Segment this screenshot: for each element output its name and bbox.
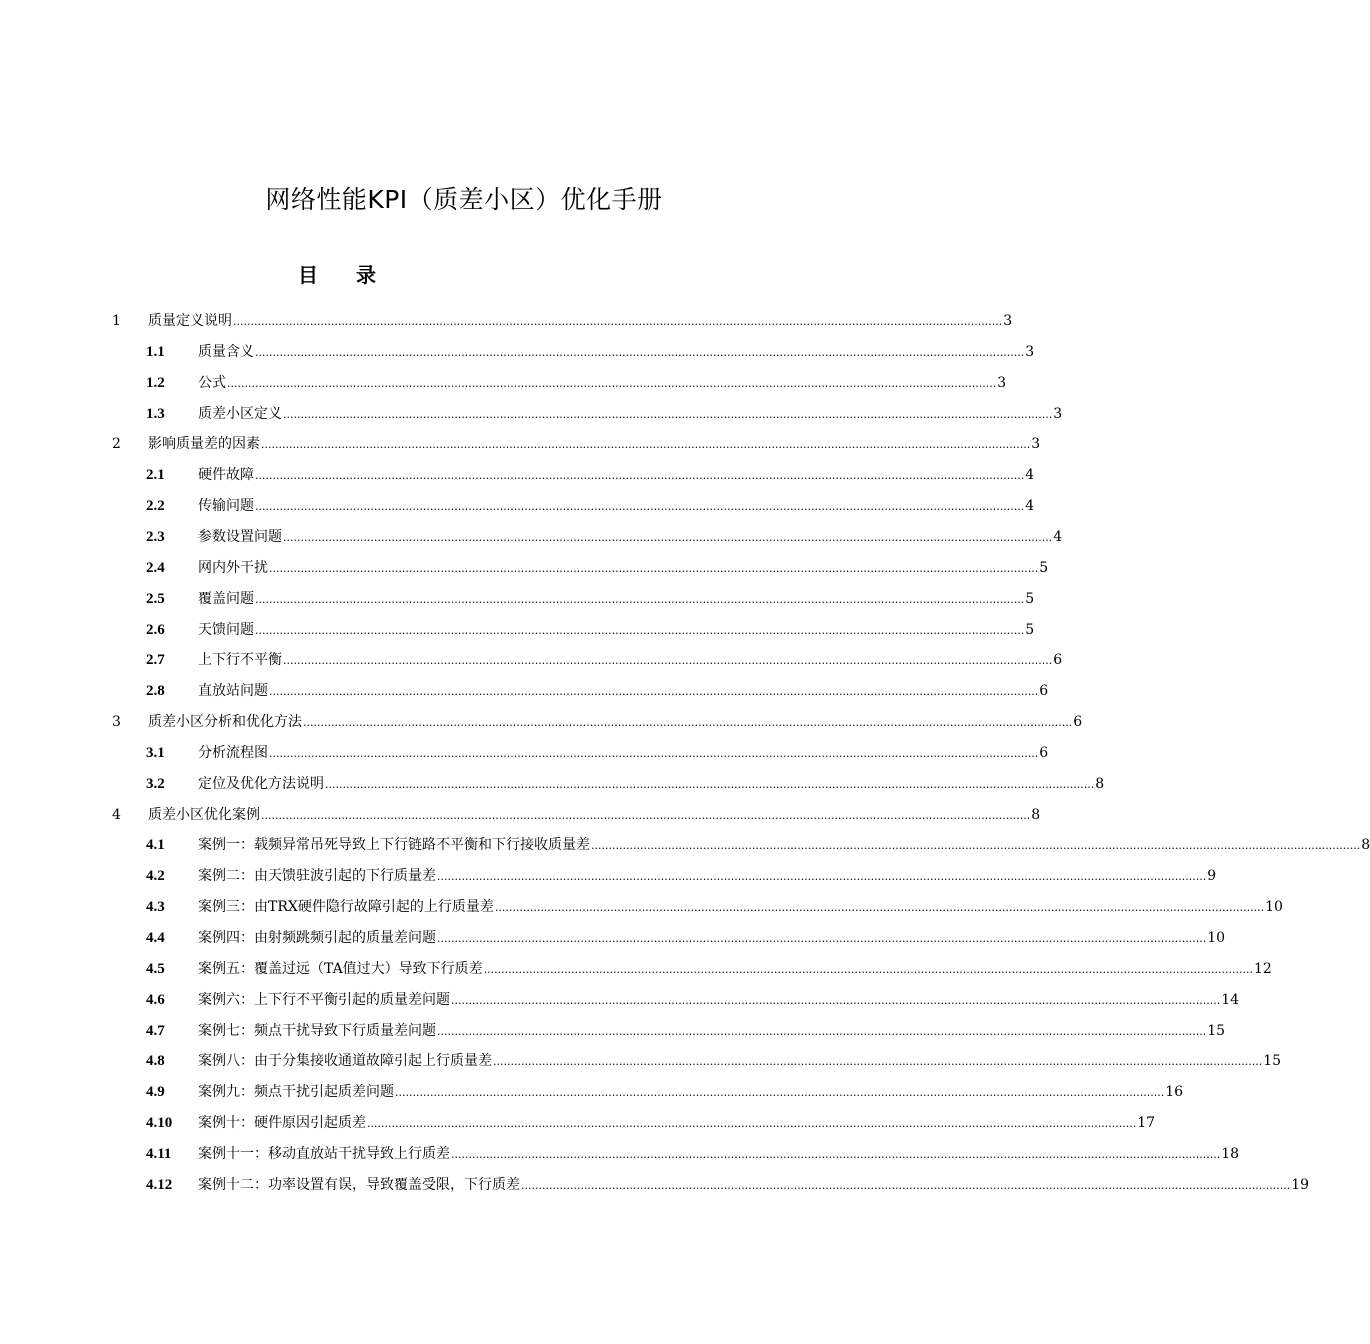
toc-dot-leader: ............................................................................................................................................................................................................................	[269, 746, 1039, 760]
toc-entry-page: 3	[1031, 436, 1041, 453]
toc-entry[interactable]	[146, 830, 1370, 860]
toc-entry-title: 参数设置问题	[198, 528, 282, 545]
toc-entry-title: 案例四：由射频跳频引起的质量差问题	[198, 930, 436, 946]
toc-entry[interactable]	[146, 738, 1049, 768]
toc-entry[interactable]	[112, 306, 1013, 336]
toc-entry-page: 5	[1039, 559, 1049, 576]
toc-entry-page: 18	[1221, 1145, 1240, 1162]
toc-entry[interactable]	[146, 1046, 1282, 1076]
toc-entry-number: 2.7	[146, 652, 165, 669]
toc-dot-leader: ............................................................................................................................................................................................................................	[437, 1024, 1207, 1038]
toc-entry-page: 17	[1137, 1115, 1156, 1132]
toc-entry[interactable]	[146, 645, 1063, 675]
toc-dot-leader: ............................................................................................................................................................................................................................	[325, 777, 1095, 791]
toc-entry[interactable]	[146, 985, 1240, 1015]
toc-entry-page: 3	[1003, 313, 1013, 329]
toc-dot-leader: ............................................................................................................................................................................................................................	[283, 530, 1053, 544]
toc-entry-title: 案例一：载频异常吊死导致上下行链路不平衡和下行接收质量差	[198, 837, 590, 854]
toc-dot-leader: ............................................................................................................................................................................................................................	[269, 561, 1039, 575]
toc-entry-number: 4.3	[146, 899, 165, 916]
toc-dot-leader: ............................................................................................................................................................................................................................	[255, 345, 1025, 359]
toc-entry-number: 4.6	[146, 991, 165, 1008]
toc-dot-leader: ............................................................................................................................................................................................................................	[493, 1055, 1263, 1069]
toc-dot-leader: ............................................................................................................................................................................................................................	[437, 870, 1207, 884]
toc-entry-number: 3.2	[146, 775, 165, 792]
toc-entry-number: 4.12	[146, 1176, 173, 1193]
toc-entry-title: 质差小区定义	[198, 405, 282, 422]
toc-entry-page: 10	[1207, 930, 1226, 946]
toc-entry[interactable]	[146, 1077, 1184, 1107]
toc-dot-leader: ............................................................................................................................................................................................................................	[255, 623, 1025, 637]
toc-entry-number: 4.8	[146, 1053, 165, 1070]
toc-entry[interactable]	[146, 460, 1035, 490]
toc-dot-leader: ............................................................................................................................................................................................................................	[233, 315, 1003, 328]
toc-entry-title: 定位及优化方法说明	[198, 775, 324, 792]
toc-dot-leader: ............................................................................................................................................................................................................................	[255, 592, 1025, 606]
toc-entry-title: 直放站问题	[198, 683, 268, 700]
toc-entry-page: 6	[1039, 744, 1049, 761]
toc-entry-page: 16	[1165, 1084, 1184, 1101]
toc-dot-leader: ............................................................................................................................................................................................................................	[227, 376, 997, 390]
toc-entry[interactable]	[146, 1139, 1240, 1169]
toc-entry-page: 5	[1025, 590, 1035, 607]
toc-entry-number: 1.3	[146, 405, 165, 422]
toc-heading-char-1: 目	[298, 263, 318, 287]
toc-entry-page: 6	[1039, 683, 1049, 700]
toc-dot-leader: ............................................................................................................................................................................................................................	[451, 1147, 1221, 1161]
toc-entry-number: 2.4	[146, 559, 165, 576]
toc-entry-title: 案例八：由于分集接收通道故障引起上行质量差	[198, 1053, 492, 1070]
toc-entry-number: 2	[112, 436, 121, 453]
toc-dot-leader: ............................................................................................................................................................................................................................	[261, 438, 1031, 452]
toc-entry[interactable]	[146, 923, 1226, 953]
toc-entry-number: 4	[112, 806, 121, 823]
toc-entry-title: 分析流程图	[198, 744, 268, 761]
toc-entry-number: 2.6	[146, 621, 165, 638]
toc-dot-leader: ............................................................................................................................................................................................................................	[483, 962, 1253, 976]
toc-entry[interactable]	[112, 800, 1041, 830]
toc-entry[interactable]	[146, 892, 1283, 922]
toc-entry-title: 覆盖问题	[198, 590, 254, 607]
toc-entry-number: 4.7	[146, 1022, 165, 1039]
toc-entry-page: 15	[1207, 1022, 1226, 1039]
toc-entry[interactable]	[146, 337, 1035, 367]
toc-entry-title: 质差小区优化案例	[148, 806, 260, 823]
toc-entry[interactable]	[112, 707, 1083, 737]
toc-entry-title: 传输问题	[198, 498, 254, 515]
toc-entry-title: 质差小区分析和优化方法	[148, 714, 302, 731]
document-title: 网络性能KPI（质差小区）优化手册	[265, 185, 663, 214]
toc-entry-page: 4	[1025, 498, 1035, 515]
toc-entry-number: 4.5	[146, 960, 165, 977]
toc-entry-page: 14	[1221, 991, 1240, 1008]
toc-entry-number: 2.8	[146, 683, 165, 700]
toc-entry-number: 4.9	[146, 1084, 165, 1101]
toc-entry-title: 质量含义	[198, 343, 254, 360]
toc-entry[interactable]	[146, 522, 1063, 552]
toc-entry-page: 4	[1025, 467, 1035, 484]
toc-entry-page: 8	[1095, 775, 1105, 792]
toc-entry-title: 上下行不平衡	[198, 652, 282, 669]
toc-dot-leader: ............................................................................................................................................................................................................................	[395, 1086, 1165, 1100]
toc-entry[interactable]	[146, 584, 1035, 614]
toc-entry[interactable]	[112, 429, 1041, 459]
toc-entry[interactable]	[146, 954, 1272, 984]
toc-entry[interactable]	[146, 491, 1035, 521]
toc-entry-number: 1.2	[146, 374, 165, 391]
toc-entry-number: 2.3	[146, 528, 165, 545]
toc-entry-page: 10	[1265, 899, 1283, 916]
toc-entry[interactable]	[146, 399, 1063, 429]
toc-entry[interactable]	[146, 1016, 1226, 1046]
toc-entry-title: 案例十一：移动直放站干扰导致上行质差	[198, 1145, 450, 1162]
toc-dot-leader: ............................................................................................................................................................................................................................	[521, 1178, 1291, 1192]
toc-entry[interactable]	[146, 1108, 1156, 1138]
toc-entry[interactable]	[146, 676, 1049, 706]
toc-entry[interactable]	[146, 615, 1035, 645]
toc-entry[interactable]	[146, 368, 1007, 398]
toc-entry-title: 案例六：上下行不平衡引起的质量差问题	[198, 991, 450, 1008]
toc-entry-title: 案例五：覆盖过远（TA值过大）导致下行质差	[198, 960, 483, 977]
toc-entry-page: 4	[1053, 528, 1063, 545]
toc-entry-page: 6	[1053, 652, 1063, 669]
toc-dot-leader: ............................................................................................................................................................................................................................	[451, 993, 1221, 1007]
toc-entry-page: 3	[1053, 405, 1063, 422]
toc-entry-number: 1	[112, 313, 121, 329]
toc-entry-title: 案例十：硬件原因引起质差	[198, 1115, 366, 1132]
toc-entry-page: 3	[1025, 343, 1035, 360]
toc-entry-number: 4.1	[146, 837, 165, 854]
toc-dot-leader: ............................................................................................................................................................................................................................	[269, 685, 1039, 699]
toc-dot-leader: ............................................................................................................................................................................................................................	[367, 1117, 1137, 1131]
toc-dot-leader: ............................................................................................................................................................................................................................	[255, 469, 1025, 483]
toc-entry-page: 19	[1291, 1176, 1310, 1193]
toc-entry-number: 4.4	[146, 930, 165, 946]
toc-entry-page: 15	[1263, 1053, 1282, 1070]
toc-dot-leader: ............................................................................................................................................................................................................................	[255, 500, 1025, 514]
toc-entry-number: 4.10	[146, 1115, 173, 1132]
toc-dot-leader: ............................................................................................................................................................................................................................	[283, 407, 1053, 421]
toc-heading-char-2: 录	[356, 263, 376, 287]
toc-dot-leader: ............................................................................................................................................................................................................................	[437, 932, 1207, 945]
toc-dot-leader: ............................................................................................................................................................................................................................	[283, 654, 1053, 668]
toc-entry-page: 8	[1361, 837, 1370, 854]
toc-entry-page: 8	[1031, 806, 1041, 823]
toc-dot-leader: ............................................................................................................................................................................................................................	[261, 808, 1031, 822]
toc-entry-number: 2.5	[146, 590, 165, 607]
toc-entry-number: 3	[112, 714, 121, 731]
toc-dot-leader: ............................................................................................................................................................................................................................	[303, 716, 1073, 730]
toc-entry-number: 2.2	[146, 498, 165, 515]
toc-entry-number: 3.1	[146, 744, 165, 761]
toc-entry[interactable]	[146, 553, 1049, 583]
toc-entry[interactable]	[146, 861, 1217, 891]
toc-entry-page: 6	[1073, 714, 1083, 731]
toc-entry-number: 2.1	[146, 467, 165, 484]
toc-entry-title: 案例三：由TRX硬件隐行故障引起的上行质量差	[198, 899, 494, 916]
toc-entry-title: 天馈问题	[198, 621, 254, 638]
toc-entry-title: 公式	[198, 374, 226, 391]
toc-entry-title: 案例十二：功率设置有误，导致覆盖受限，下行质差	[198, 1176, 520, 1193]
toc-entry-number: 1.1	[146, 343, 165, 360]
toc-dot-leader: ............................................................................................................................................................................................................................	[591, 839, 1361, 853]
toc-entry-title: 案例九：频点干扰引起质差问题	[198, 1084, 394, 1101]
toc-entry-title: 影响质量差的因素	[148, 436, 260, 453]
toc-entry-title: 硬件故障	[198, 467, 254, 484]
toc-dot-leader: ............................................................................................................................................................................................................................	[494, 901, 1265, 915]
toc-entry-page: 9	[1207, 868, 1217, 885]
toc-entry-number: 4.2	[146, 868, 165, 885]
toc-heading	[298, 259, 376, 288]
toc-entry-title: 网内外干扰	[198, 559, 268, 576]
toc-entry-page: 5	[1025, 621, 1035, 638]
toc-entry-page: 12	[1253, 960, 1272, 977]
toc-entry-number: 4.11	[146, 1145, 172, 1162]
toc-entry-title: 质量定义说明	[148, 313, 232, 329]
toc-entry-page: 3	[997, 374, 1007, 391]
toc-entry-title: 案例二：由天馈驻波引起的下行质量差	[198, 868, 436, 885]
toc-entry[interactable]	[146, 769, 1105, 799]
toc-entry[interactable]	[146, 1170, 1310, 1200]
toc-entry-title: 案例七：频点干扰导致下行质量差问题	[198, 1022, 436, 1039]
